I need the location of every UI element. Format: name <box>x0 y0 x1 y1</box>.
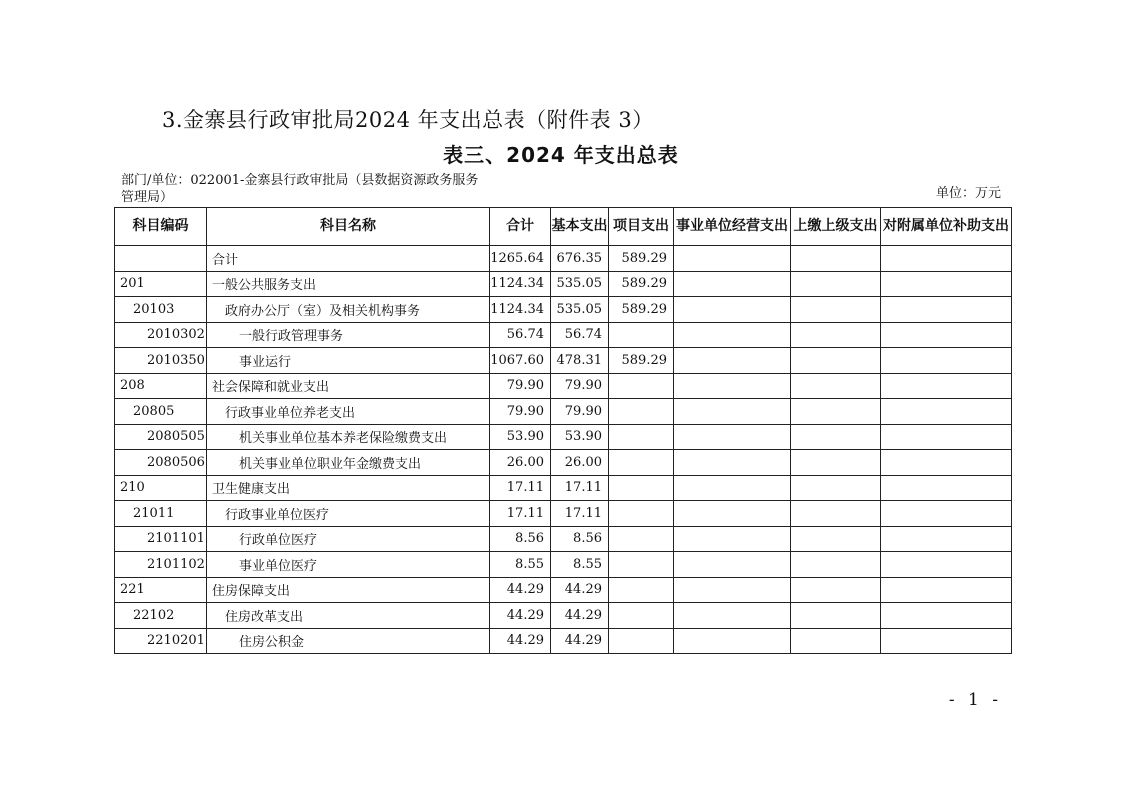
business-cell <box>674 424 791 450</box>
subsidy-cell <box>881 297 1012 323</box>
total-cell: 1067.60 <box>490 348 551 374</box>
project-cell: 589.29 <box>609 348 674 374</box>
basic-cell: 26.00 <box>551 450 609 476</box>
business-cell <box>674 297 791 323</box>
name-cell: 合计 <box>207 246 490 272</box>
total-cell: 1124.34 <box>490 271 551 297</box>
table-row <box>115 475 1012 501</box>
basic-cell: 535.05 <box>551 297 609 323</box>
subsidy-cell <box>881 475 1012 501</box>
business-cell <box>674 271 791 297</box>
remit-cell <box>791 297 881 323</box>
subsidy-cell <box>881 526 1012 552</box>
total-cell: 53.90 <box>490 424 551 450</box>
basic-cell: 17.11 <box>551 475 609 501</box>
table-header-row <box>115 208 1012 246</box>
project-cell <box>609 399 674 425</box>
basic-cell: 56.74 <box>551 322 609 348</box>
table-row <box>115 399 1012 425</box>
name-cell: 卫生健康支出 <box>207 475 490 501</box>
total-cell: 17.11 <box>490 501 551 527</box>
table-row <box>115 577 1012 603</box>
remit-cell <box>791 373 881 399</box>
project-cell <box>609 501 674 527</box>
project-cell <box>609 603 674 629</box>
unit-label: 单位：万元 <box>935 186 1001 201</box>
code-cell: 201 <box>115 271 207 297</box>
code-cell: 2080505 <box>115 424 207 450</box>
basic-cell: 478.31 <box>551 348 609 374</box>
business-cell <box>674 246 791 272</box>
remit-cell <box>791 577 881 603</box>
name-cell: 一般公共服务支出 <box>207 271 490 297</box>
remit-cell <box>791 475 881 501</box>
business-cell <box>674 475 791 501</box>
total-cell: 1265.64 <box>490 246 551 272</box>
business-cell <box>674 603 791 629</box>
business-cell <box>674 450 791 476</box>
name-cell: 行政事业单位医疗 <box>207 501 490 527</box>
name-cell: 社会保障和就业支出 <box>207 373 490 399</box>
basic-cell: 44.29 <box>551 603 609 629</box>
total-cell: 1124.34 <box>490 297 551 323</box>
table-row <box>115 246 1012 272</box>
header-subsidy: 对附属单位补助支出 <box>881 208 1012 246</box>
project-cell: 589.29 <box>609 297 674 323</box>
header-project: 项目支出 <box>609 208 674 246</box>
remit-cell <box>791 552 881 578</box>
business-cell <box>674 399 791 425</box>
name-cell: 住房公积金 <box>207 628 490 654</box>
code-cell: 221 <box>115 577 207 603</box>
total-cell: 56.74 <box>490 322 551 348</box>
project-cell: 589.29 <box>609 246 674 272</box>
name-cell: 事业单位医疗 <box>207 552 490 578</box>
basic-cell: 44.29 <box>551 577 609 603</box>
name-cell: 行政单位医疗 <box>207 526 490 552</box>
remit-cell <box>791 322 881 348</box>
project-cell <box>609 475 674 501</box>
basic-cell: 44.29 <box>551 628 609 654</box>
subsidy-cell <box>881 552 1012 578</box>
table-row <box>115 271 1012 297</box>
total-cell: 17.11 <box>490 475 551 501</box>
code-cell: 208 <box>115 373 207 399</box>
project-cell <box>609 424 674 450</box>
subsidy-cell <box>881 373 1012 399</box>
business-cell <box>674 628 791 654</box>
table-row <box>115 348 1012 374</box>
business-cell <box>674 577 791 603</box>
business-cell <box>674 373 791 399</box>
name-cell: 机关事业单位职业年金缴费支出 <box>207 450 490 476</box>
name-cell: 政府办公厅（室）及相关机构事务 <box>207 297 490 323</box>
basic-cell: 535.05 <box>551 271 609 297</box>
basic-cell: 79.90 <box>551 399 609 425</box>
basic-cell: 53.90 <box>551 424 609 450</box>
remit-cell <box>791 603 881 629</box>
name-cell: 住房改革支出 <box>207 603 490 629</box>
subsidy-cell <box>881 628 1012 654</box>
header-remit: 上缴上级支出 <box>791 208 881 246</box>
total-cell: 44.29 <box>490 603 551 629</box>
table-row <box>115 603 1012 629</box>
remit-cell <box>791 526 881 552</box>
project-cell <box>609 450 674 476</box>
remit-cell <box>791 271 881 297</box>
name-cell: 一般行政管理事务 <box>207 322 490 348</box>
total-cell: 26.00 <box>490 450 551 476</box>
table-row <box>115 526 1012 552</box>
total-cell: 79.90 <box>490 399 551 425</box>
basic-cell: 79.90 <box>551 373 609 399</box>
basic-cell: 17.11 <box>551 501 609 527</box>
subsidy-cell <box>881 322 1012 348</box>
total-cell: 8.55 <box>490 552 551 578</box>
subsidy-cell <box>881 424 1012 450</box>
code-cell: 22102 <box>115 603 207 629</box>
table-row <box>115 450 1012 476</box>
subsidy-cell <box>881 603 1012 629</box>
total-cell: 79.90 <box>490 373 551 399</box>
business-cell <box>674 322 791 348</box>
remit-cell <box>791 628 881 654</box>
remit-cell <box>791 348 881 374</box>
table-row <box>115 501 1012 527</box>
business-cell <box>674 526 791 552</box>
subsidy-cell <box>881 501 1012 527</box>
code-cell: 2101102 <box>115 552 207 578</box>
business-cell <box>674 552 791 578</box>
project-cell <box>609 322 674 348</box>
header-subject-code: 科目编码 <box>115 208 207 246</box>
code-cell: 2010302 <box>115 322 207 348</box>
basic-cell: 8.55 <box>551 552 609 578</box>
table-row <box>115 628 1012 654</box>
project-cell <box>609 526 674 552</box>
remit-cell <box>791 399 881 425</box>
table-row <box>115 322 1012 348</box>
header-business: 事业单位经营支出 <box>674 208 791 246</box>
table-row <box>115 373 1012 399</box>
total-cell: 44.29 <box>490 577 551 603</box>
subsidy-cell <box>881 450 1012 476</box>
project-cell <box>609 373 674 399</box>
subsidy-cell <box>881 577 1012 603</box>
table-row <box>115 552 1012 578</box>
total-cell: 44.29 <box>490 628 551 654</box>
name-cell: 事业运行 <box>207 348 490 374</box>
project-cell <box>609 577 674 603</box>
expenditure-table <box>114 207 1012 654</box>
name-cell: 住房保障支出 <box>207 577 490 603</box>
table-row <box>115 297 1012 323</box>
remit-cell <box>791 450 881 476</box>
remit-cell <box>791 424 881 450</box>
subsidy-cell <box>881 271 1012 297</box>
header-total: 合计 <box>490 208 551 246</box>
subsidy-cell <box>881 348 1012 374</box>
business-cell <box>674 501 791 527</box>
code-cell: 2010350 <box>115 348 207 374</box>
department-label: 部门/单位：022001-金寨县行政审批局（县数据资源政务服务管理局） <box>121 173 479 205</box>
page-number: - 1 - <box>948 690 1002 710</box>
header-subject-name: 科目名称 <box>207 208 490 246</box>
project-cell <box>609 628 674 654</box>
table-title: 表三、2024 年支出总表 <box>443 143 679 167</box>
code-cell: 2101101 <box>115 526 207 552</box>
name-cell: 机关事业单位基本养老保险缴费支出 <box>207 424 490 450</box>
subsidy-cell <box>881 246 1012 272</box>
basic-cell: 676.35 <box>551 246 609 272</box>
table-row <box>115 424 1012 450</box>
total-cell: 8.56 <box>490 526 551 552</box>
document-heading: 3.金寨县行政审批局2024 年支出总表（附件表 3） <box>162 108 654 132</box>
name-cell: 行政事业单位养老支出 <box>207 399 490 425</box>
basic-cell: 8.56 <box>551 526 609 552</box>
remit-cell <box>791 501 881 527</box>
code-cell <box>115 246 207 272</box>
code-cell: 20103 <box>115 297 207 323</box>
code-cell: 21011 <box>115 501 207 527</box>
remit-cell <box>791 246 881 272</box>
business-cell <box>674 348 791 374</box>
code-cell: 2080506 <box>115 450 207 476</box>
code-cell: 20805 <box>115 399 207 425</box>
code-cell: 2210201 <box>115 628 207 654</box>
subsidy-cell <box>881 399 1012 425</box>
project-cell: 589.29 <box>609 271 674 297</box>
header-basic: 基本支出 <box>551 208 609 246</box>
project-cell <box>609 552 674 578</box>
code-cell: 210 <box>115 475 207 501</box>
